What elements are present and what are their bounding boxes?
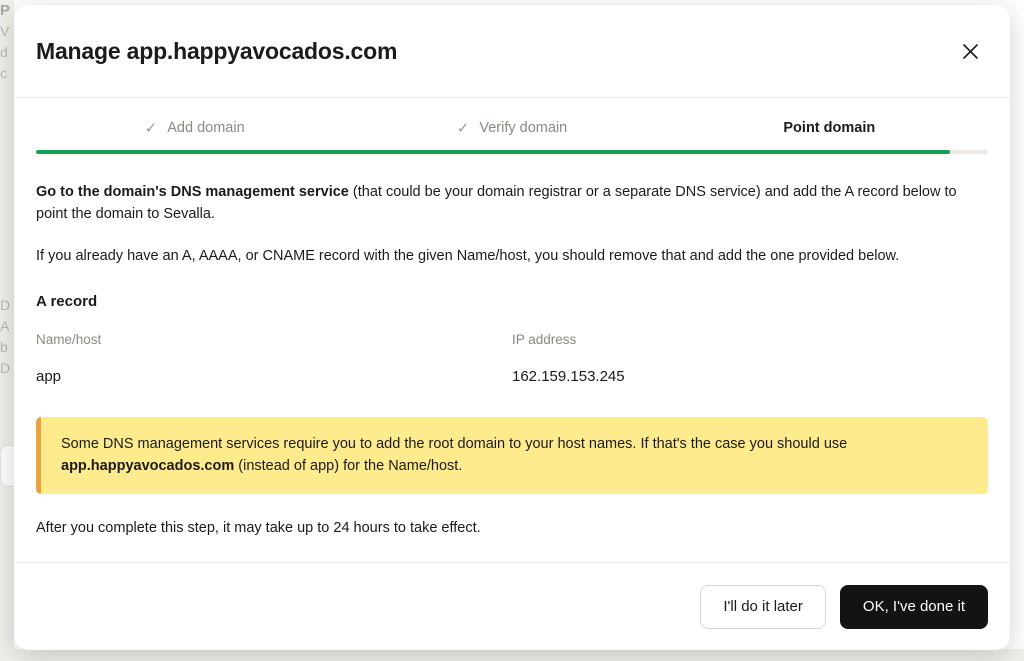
callout-text-after: (instead of app) for the Name/host. (234, 457, 463, 474)
modal-body (14, 98, 1010, 562)
propagation-note: After you complete this step, it may take up to 24 hours to take effect. (36, 520, 481, 537)
check-icon: ✓ (144, 119, 158, 137)
instruction-paragraph-2: If you already have an A, AAAA, or CNAME record with the given Name/host, you should remove that and add the one provided below. (36, 247, 900, 264)
a-record-title: A record (36, 293, 98, 311)
check-icon: ✓ (456, 119, 470, 137)
record-column-name-host (36, 330, 512, 389)
background-line: D (0, 360, 11, 376)
background-bottom-bar (0, 649, 1024, 661)
background-line: d (0, 44, 8, 60)
step-indicator (36, 98, 988, 136)
ok-done-button[interactable]: OK, I've done it (840, 585, 988, 629)
a-record-table (36, 330, 988, 389)
modal-footer (14, 562, 1010, 650)
step-label: Point domain (783, 120, 876, 136)
modal-header (14, 5, 1010, 98)
callout-text-before: Some DNS management services require you to add the root domain to your host names. If that's the case you should use (61, 435, 848, 452)
record-value-name-host: app (36, 368, 62, 385)
warning-callout (36, 417, 988, 495)
record-column-ip-address (512, 330, 988, 389)
close-icon[interactable] (956, 37, 984, 65)
manage-domain-modal (14, 5, 1010, 650)
page-title: Manage app.happyavocados.com (36, 37, 398, 64)
step-add-domain[interactable] (36, 120, 353, 136)
step-point-domain[interactable] (671, 120, 988, 136)
record-value-ip-address: 162.159.153.245 (512, 368, 625, 385)
background-line: c (0, 65, 7, 81)
instruction-lead: Go to the domain's DNS management service (36, 184, 349, 200)
background-line: A (0, 318, 10, 334)
background-line: b (0, 339, 8, 355)
column-header: Name/host (36, 331, 102, 347)
step-label: Add domain (167, 120, 245, 136)
background-line: P (0, 2, 11, 19)
step-verify-domain[interactable] (353, 120, 670, 136)
instruction-paragraph-1 (36, 182, 976, 226)
callout-domain: app.happyavocados.com (61, 457, 235, 474)
column-header: IP address (512, 331, 577, 347)
step-label: Verify domain (479, 120, 568, 136)
background-line: V (0, 23, 10, 39)
do-it-later-button[interactable]: I'll do it later (700, 585, 826, 629)
instruction-rest: (that could be your domain registrar or a separate DNS service) and add the A record below to point the domain to Sevalla. (36, 184, 957, 222)
background-line: D (0, 297, 11, 313)
modal-content (36, 154, 988, 540)
